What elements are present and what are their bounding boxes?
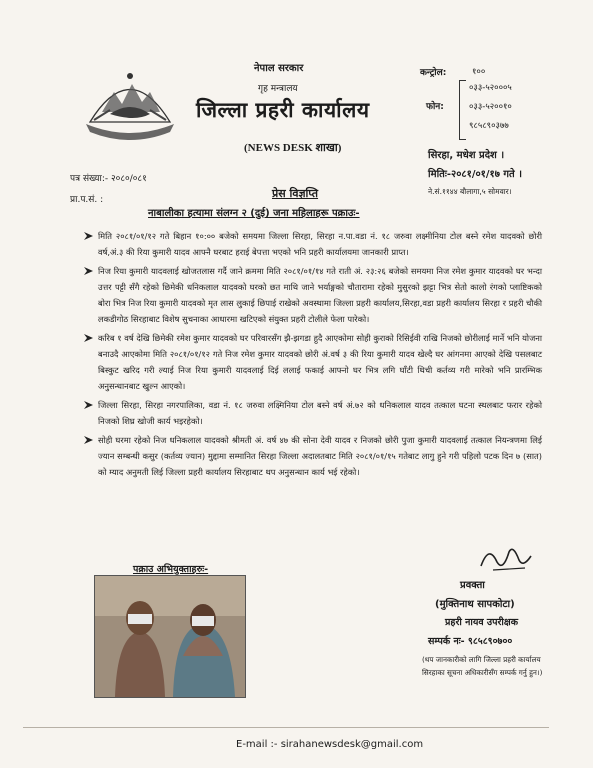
footer-email: E-mail :- sirahanewsdesk@gmail.com [236, 739, 424, 750]
control-value: १०० [472, 67, 486, 77]
issue-date-nepal-sambat: ने.सं.११४४ बौलागा,५ सोमवार। [428, 187, 512, 196]
spokesperson-title: प्रवक्ता [460, 580, 485, 591]
phone-number: ९८५८९०३७७ [469, 121, 509, 131]
paragraph-text: जिल्ला सिरहा, सिरहा नगरपालिका, वडा नं. १८ जरुवा लक्ष्मिनिया टोल बस्ने वर्ष अं.७२ को धनिकलाल यादव तत्काल घटना स्थलबाट फरार रहेको निजको शिघ्र खोजी कार्य भइरहेको। [98, 400, 542, 426]
paragraph [82, 397, 542, 429]
spokesperson-name: (मुक्तिनाथ सापकोटा) [435, 599, 515, 610]
paragraph-text: करिब १ वर्ष देखि छिमेकी रमेश कुमार यादवको घर परिवारसँग झै-झगडा हुदै आएकोमा सोही कुराको रिसिईवी राखि निजको छोरीलाई मार्ने भनि योजना बनाउदै आएकोमा मिति २०८१/०१/१२ गते निज रमेश कुमार यादवको छोरी अं.वर्ष ३ की रिया कुमारी यादव खेल्दै घर आंगनमा आएको देखि पसलबाट बिस्कुट खरिद गरी ल्याई निज रिया कुमारी यादवलाई दिई ललाई फकाई आफ्नो घर भित्र लगि घाँटी थिची कर्तव्य गरी मारेको भनि प्रारम्भिक अनुसन्धानबाट खुल्न आएको। [98, 333, 542, 391]
office-title: जिल्ला प्रहरी कार्यालय [196, 98, 370, 122]
paragraph [82, 263, 542, 327]
headline: नाबालीका हत्यामा संलग्न २ (दुई) जना महिलाहरू पक्राउः- [148, 208, 360, 219]
paragraph-text: सोही घरमा रहेको निज धनिकलाल यादवको श्रीमती अं. वर्ष ४७ की सोना देवी यादव र निजको छोरी पुजा कुमारी यादवलाई तत्काल नियन्त्रणमा लिई ज्यान सम्बन्धी कसुर (कर्तव्य ज्यान) मुद्दामा सम्मानित सिरहा जिल्ला अदालतबाट मिति २०८१/०१/१५ गतेबाट लागु हुने गरी पहिलो पटक दिन ७ (सात) को म्याद अनुमती लिई जिल्ला प्रहरी कार्यालय सिरहाबाट थप अनुसन्धान कार्य भई रहेको। [98, 435, 542, 477]
bullet-arrow-icon [82, 330, 96, 346]
arrested-label: पक्राउ अभियुक्ताहरुः- [133, 564, 209, 575]
press-release-title: प्रेस विज्ञप्ति [272, 187, 319, 200]
phone-number: ०३३-५२०००५ [469, 83, 512, 93]
desk-subtitle: (NEWS DESK शाखा) [244, 142, 342, 154]
issue-date: मितिः-२०८१/०१/१७ गते । [428, 169, 523, 180]
arrested-persons-photo [94, 575, 246, 698]
nepal-emblem-icon [80, 62, 180, 140]
ministry-name: गृह मन्त्रालय [258, 84, 298, 94]
bullet-arrow-icon [82, 432, 96, 448]
paragraph [82, 432, 542, 480]
paragraph-text: निज रिया कुमारी यादवलाई खोजतलास गर्दै जाने क्रममा मिति २०८१/०१/१४ गते राती अं. २३:२६ बजेको समयमा निज रमेश कुमार यादवको घर भन्दा उत्तर पट्टी सँगै रहेको छिमेकी धनिकलाल यादवको घरको छत माथि जाने भर्याङ्गको चौतारामा रहेको मुसुरको झट्टा भित्र सेतो कालो रंगको प्लाष्टिकको बोरा भित्र निज रिया कुमारी यादवको मृत लास लुकाई छिपाई राखेको अवस्थामा जिल्ला प्रहरी कार्यालय,सिरहा,वडा प्रहरी कार्यालय सिरहा र प्रहरी चौकी लकडीगोठ सिरहाबाट विशेष सुचनाका आधारमा खटिएको संयुक्त प्रहरी टोलीले फेला पारेको। [98, 266, 542, 324]
bullet-arrow-icon [82, 228, 96, 244]
spokesperson-rank: प्रहरी नायव उपरीक्षक [445, 617, 518, 628]
reference-number: प्रा.प.सं. : [70, 195, 104, 205]
letter-number: पत्र संख्या:- २०८०/०८१ [70, 174, 147, 184]
release-body [82, 228, 542, 483]
paragraph [82, 330, 542, 394]
info-note: (थप जानकारीको लागि जिल्ला प्रहरी कार्यालय सिरहाका सूचना अधिकारीसँग सम्पर्क गर्नु हुन।) [422, 655, 543, 677]
bullet-arrow-icon [82, 397, 96, 413]
bullet-arrow-icon [82, 263, 96, 279]
signature-icon [475, 538, 535, 578]
paragraph-text: मिति २०८१/०१/१२ गते बिहान १०:०० बजेको समयमा जिल्ला सिरहा, सिरहा न.पा.वडा नं. १८ जरुवा लक्ष्मीनिया टोल बस्ने रमेश यादवको छोरी वर्ष,अं.३ की रिया कुमारी यादव आफ्नै घरबाट हराई बेपत्ता भएको भनि प्रहरी कार्यालयमा जानकारी प्राप्त। [98, 231, 542, 257]
control-label: कन्ट्रोल: [420, 68, 447, 78]
government-name: नेपाल सरकार [254, 63, 304, 74]
location-place: सिरहा, मधेश प्रदेश । [428, 150, 505, 161]
phone-number: ०३३-५२००१० [469, 102, 512, 112]
footer-divider [23, 727, 549, 728]
phone-label: फोन: [426, 102, 444, 112]
phone-bracket [459, 80, 466, 140]
spokesperson-contact: सम्पर्क नः- ९८५८९०७०० [428, 636, 513, 647]
paragraph [82, 228, 542, 260]
